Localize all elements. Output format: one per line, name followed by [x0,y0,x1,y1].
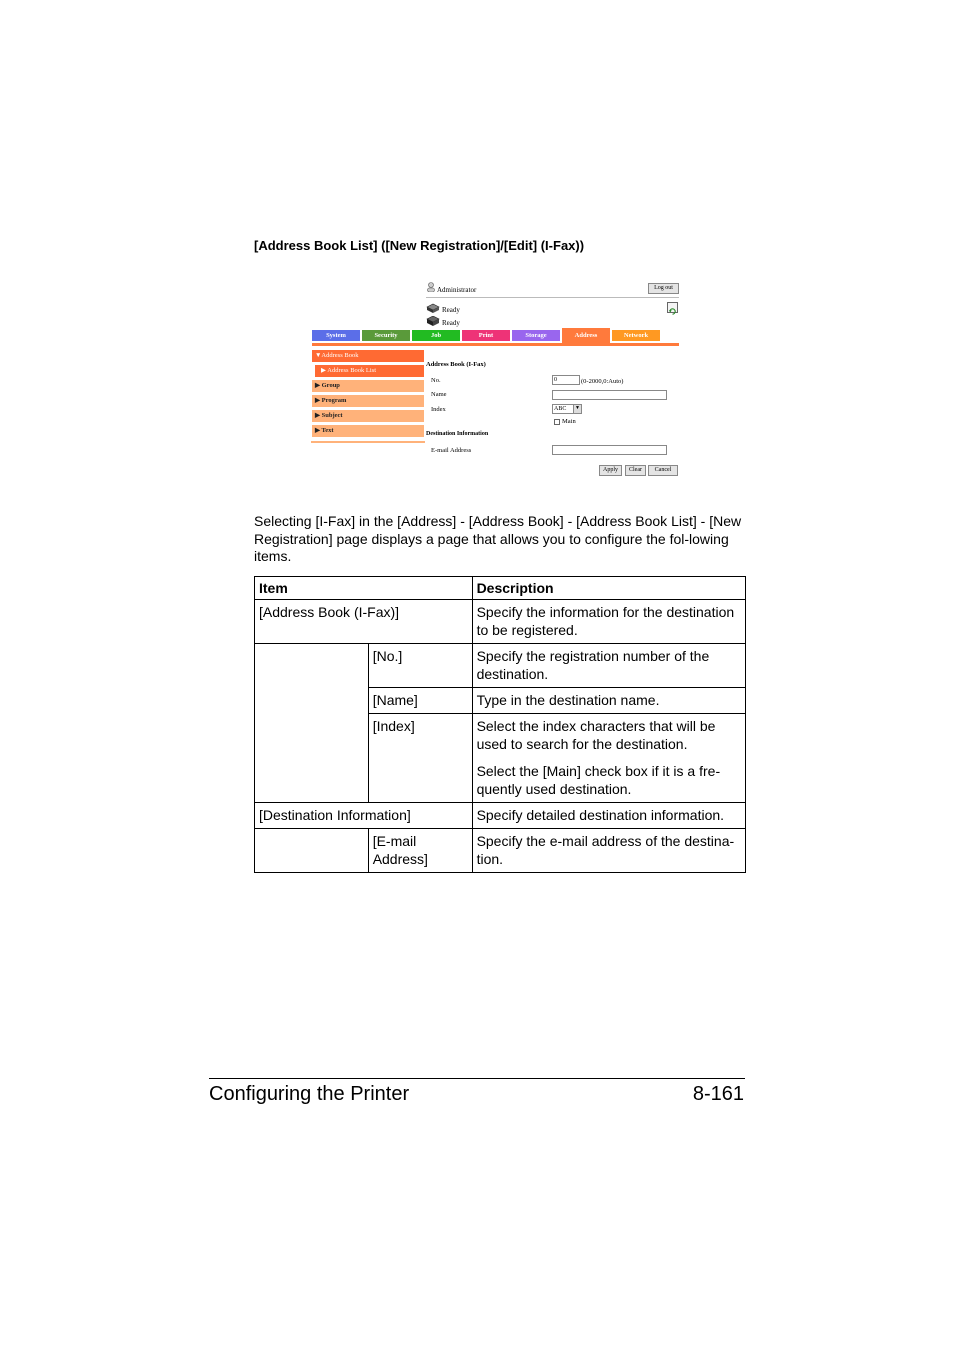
sidebar-item-group[interactable]: ▶ Group [312,380,424,392]
clear-button[interactable]: Clear [625,465,646,476]
footer-rule [209,1078,745,1079]
description-cell: Type in the destination name. [472,688,745,714]
name-label: Name [431,391,447,398]
admin-label: Administrator [437,286,477,294]
sidebar-item-subject[interactable]: ▶ Subject [312,410,424,422]
empty-cell [255,714,369,803]
index-label: Index [431,406,446,413]
table-row [255,644,746,688]
no-label: No. [431,377,441,384]
table-row [255,829,746,873]
status-label: Ready [442,319,460,327]
footer-title: Configuring the Printer [209,1083,410,1105]
table-row [255,688,746,714]
item-cell: [Address Book (I-Fax)] [255,600,473,644]
logout-button[interactable]: Log out [648,283,679,294]
main-checkbox[interactable] [554,419,560,425]
item-cell: [Name] [368,688,472,714]
header-description: Description [472,577,745,600]
cancel-button[interactable]: Cancel [648,465,678,476]
description-line: Select the index characters that will be used to search for the destination. [476,718,716,752]
divider [426,297,679,298]
table-row [255,600,746,644]
refresh-icon[interactable] [667,302,678,313]
tab-network[interactable]: Network [612,330,660,341]
tab-job[interactable]: Job [412,330,460,341]
chevron-down-icon: ▼ [573,405,581,413]
embedded-screenshot [311,279,679,479]
tab-storage[interactable]: Storage [512,330,560,341]
intro-paragraph: Selecting [I-Fax] in the [Address] - [Address Book] - [Address Book List] - [New Registration] page displays a page that allows you to configure the fol-lowing items. [254,513,742,564]
admin-row [426,281,679,297]
description-cell: Specify the registration number of the destination. [472,644,745,688]
empty-cell [255,644,369,688]
tab-security[interactable]: Security [362,330,410,341]
header-item: Item [255,577,473,600]
table-row [255,714,746,803]
main-checkbox-label: Main [562,418,576,425]
status-row-1 [426,303,526,315]
items-table [254,576,746,873]
tab-system[interactable]: System [312,330,360,341]
tab-underline [312,343,679,346]
description-cell [472,714,745,803]
description-cell: Specify the information for the destination to be registered. [472,600,745,644]
table-header-row [255,577,746,600]
no-hint: (0-2000,0:Auto) [581,378,624,385]
status-row-2 [426,316,526,328]
form-title: Address Book (I-Fax) [426,361,486,368]
scanner-icon [426,316,440,326]
item-cell: [Index] [368,714,472,803]
description-line: Select the [Main] check box if it is a fre-quently used destination. [476,763,721,797]
section-heading: [Address Book List] ([New Registration]/[Edit] (I-Fax)) [254,238,585,253]
user-icon [426,282,436,292]
name-input[interactable] [552,390,667,400]
empty-cell [255,688,369,714]
description-cell: Specify detailed destination information. [472,803,745,829]
email-input[interactable] [552,445,667,455]
description-cell: Specify the e-mail address of the destina-tion. [472,829,745,873]
sidebar-item-program[interactable]: ▶ Program [312,395,424,407]
item-cell: [Destination Information] [255,803,473,829]
empty-cell [255,829,369,873]
tab-address[interactable]: Address [562,328,610,343]
status-label: Ready [442,306,460,314]
email-label: E-mail Address [431,447,472,454]
table-row [255,803,746,829]
sidebar-bottom-line [311,441,425,443]
printer-icon [426,303,440,313]
tab-bar [312,329,679,343]
apply-button[interactable]: Apply [599,465,622,476]
destination-info-title: Destination Information [426,431,489,437]
item-cell: [E-mail Address] [368,829,472,873]
sidebar-item-address-book[interactable]: ▼Address Book [312,350,424,362]
index-select-value: ABC [554,406,567,412]
page-number: 8-161 [692,1083,744,1105]
sidebar-item-text[interactable]: ▶ Text [312,425,424,437]
sidebar-item-address-book-list[interactable]: ▶ Address Book List [315,365,424,377]
index-select[interactable] [552,404,582,414]
no-input[interactable]: 0 [552,375,580,385]
tab-print[interactable]: Print [462,330,510,341]
item-cell: [No.] [368,644,472,688]
